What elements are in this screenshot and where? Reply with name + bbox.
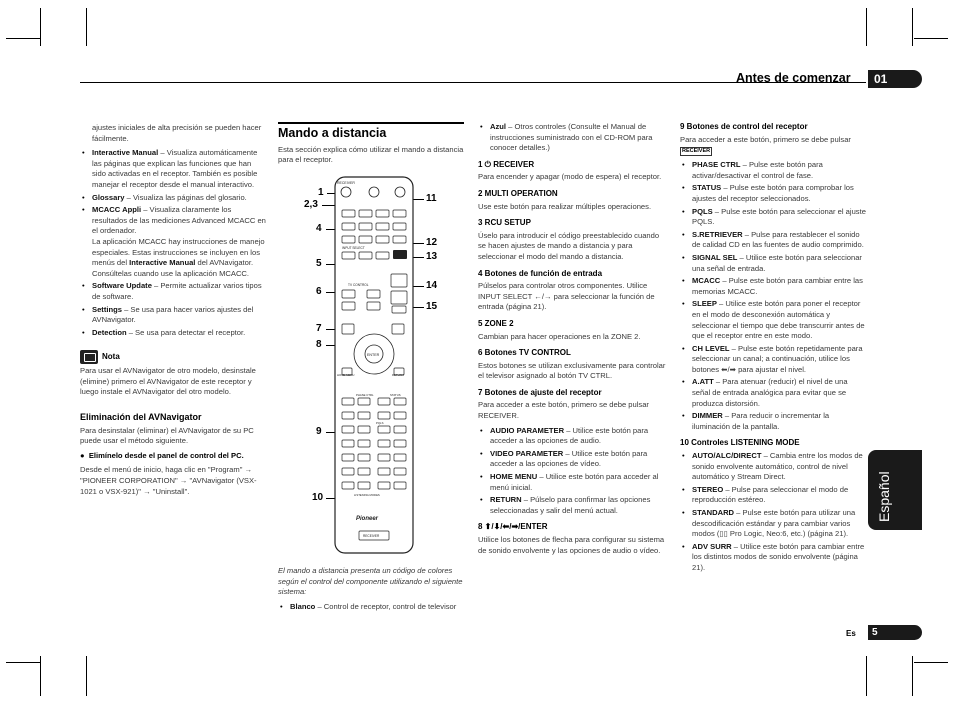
note-icon — [80, 350, 98, 364]
section-heading: 4 Botones de función de entrada — [478, 268, 603, 278]
column-3 — [478, 122, 666, 560]
section-heading: 2 MULTI OPERATION — [478, 188, 558, 198]
callout-label: 12 — [426, 237, 438, 248]
remote-label: PQLS — [376, 421, 384, 425]
remote-label: STATUS — [390, 393, 401, 397]
remote-label: LISTENING MODES — [354, 493, 380, 497]
color-code-section — [278, 566, 466, 616]
elimination-heading: Eliminación del AVNavigator — [80, 412, 202, 423]
crop-mark — [914, 38, 948, 39]
callout-label: 6 — [316, 286, 322, 297]
section-heading: 3 RCU SETUP — [478, 218, 531, 228]
section-body: Estos botones se utilizan exclusivamente para controlar el televisor asignado al botón TV CTRL. — [478, 360, 666, 381]
section-body: Para acceder a este botón, primero se debe pulsar RECEIVER. — [478, 400, 649, 421]
color-code-text: El mando a distancia presenta un código de colores según el control del componente utilizando el siguiente sistema: — [278, 566, 463, 597]
crop-mark — [866, 656, 867, 696]
remote-label: INPUT SELECT — [342, 246, 365, 250]
section-body: Púlselos para controlar otros componentes. Utilice INPUT SELECT ←/→ para seleccionar la función de entrada (página 21). — [478, 281, 655, 312]
section-title: Antes de comenzar — [736, 71, 851, 85]
avnavigator-list — [80, 148, 266, 338]
list-item: • MCACC Appli – Visualiza claramente los resultados de las mediciones Advanced MCACC en el ordenador. La aplicación MCACC hay instrucciones de manejo especiales. Estas instrucciones se incluyen en los menús del Interactive Manual del AVNavigator. Consúltelas cuando use la aplicación MCACC. — [80, 205, 266, 279]
crop-mark — [86, 656, 87, 696]
brand-logo: Pioneer — [356, 516, 379, 522]
footer-lang: Es — [846, 629, 856, 638]
callout-label: 10 — [312, 492, 324, 503]
section-heading: 6 Botones TV CONTROL — [478, 348, 571, 358]
list-item: • PHASE CTRL – Pulse este botón para activar/desactivar el control de fase. — [680, 160, 866, 181]
crop-mark — [40, 8, 41, 46]
elimination-steps: Desde el menú de inicio, haga clic en "Program" → "PIONEER CORPORATION" → "AVNavigator (VSX-1021 o VSX-921)" → "Uninstall". — [80, 465, 257, 496]
callout-label: 11 — [426, 193, 437, 204]
remote-label: TV CONTROL — [348, 283, 369, 287]
callout-label: 5 — [316, 258, 322, 269]
callout-label: 9 — [316, 426, 322, 437]
note-heading: Nota — [80, 350, 266, 364]
crop-mark — [914, 662, 948, 663]
callout-label: 7 — [316, 323, 322, 334]
column-4 — [680, 122, 866, 578]
list-item: • Interactive Manual – Visualiza automáticamente las páginas que explican las funciones que han sido activadas en el receptor. También es posible manejar el receptor desde el manual interactivo. — [80, 148, 266, 190]
remote-label: PHASE CTRL — [356, 393, 374, 397]
list-item: • Software Update – Permite actualizar varios tipos de software. — [80, 281, 266, 302]
section-heading: 1 ⏻ RECEIVER — [478, 159, 535, 169]
note-text: Para usar el AVNavigator de otro modelo, desinstale (elimine) primero el AVNavigator de este receptor y luego instale el AVNavigator del otro modelo. — [80, 366, 256, 397]
list-item: • VIDEO PARAMETER – Utilice este botón para acceder a las opciones de vídeo. — [478, 449, 666, 470]
list-item: • SIGNAL SEL – Utilice este botón para seleccionar una señal de entrada. — [680, 253, 866, 274]
section-heading: 5 ZONE 2 — [478, 318, 514, 328]
remote-label: ENTER — [367, 353, 380, 357]
section-heading: 8 ⬆/⬇/⬅/➡/ENTER — [478, 522, 548, 532]
list-item: • Settings – Se usa para hacer varios ajustes del AVNavigator. — [80, 305, 266, 326]
chapter-badge: 01 — [868, 70, 922, 88]
elimination-text: Para desinstalar (eliminar) el AVNavigator de su PC puede usar el método siguiente. — [80, 425, 254, 446]
page-number: 5 — [868, 625, 922, 640]
column-2 — [278, 128, 466, 170]
section-heading: 10 Controles LISTENING MODE — [680, 438, 800, 448]
callout-label: 14 — [426, 280, 438, 291]
language-label: Español — [876, 471, 892, 522]
list-item: • Blanco – Control de receptor, control de televisor — [278, 602, 466, 613]
remote-label: RECEIVER — [337, 181, 355, 185]
section-heading: 9 Botones de control del receptor — [680, 122, 808, 131]
section-body: Para encender y apagar (modo de espera) el receptor. — [478, 172, 662, 182]
crop-mark — [40, 656, 41, 696]
list-item: • S.RETRIEVER – Pulse para restablecer el sonido de calidad CD en las fuentes de audio comprimido. — [680, 230, 866, 251]
elimination-subhead: ● Elimínelo desde el panel de control del PC. — [80, 450, 244, 460]
list-item: • Azul – Otros controles (Consulte el Manual de instrucciones suministrado con el CD-ROM para conocer detalles.) — [478, 122, 666, 154]
callout-label: 13 — [426, 251, 438, 262]
list-item: • STANDARD – Pulse este botón para utilizar una descodificación estándar y para cambiar varios modos (▯▯ Pro Logic, Neo:6, etc.) (página 21). — [680, 508, 866, 540]
section-body: Cambian para hacer operaciones en la ZONE 2. — [478, 331, 641, 341]
page-title: Mando a distancia — [278, 126, 387, 140]
column-1 — [80, 123, 266, 501]
callout-label: 8 — [316, 339, 322, 350]
callout-label: 15 — [426, 301, 438, 312]
callout-label: 4 — [316, 223, 322, 234]
list-item: • STATUS – Pulse este botón para comprobar los ajustes del receptor seleccionados. — [680, 183, 866, 204]
section-body: Úselo para introducir el código preestablecido cuando se hacen ajustes de mando a distancia y para seleccionar el modo del mando a distancia. — [478, 230, 660, 261]
list-item: • SLEEP – Utilice este botón para poner el receptor en el modo de desconexión automática y seleccionar el tiempo que debe transcurrir antes de que el receptor entre en este modo. — [680, 299, 866, 341]
list-item: • ADV SURR – Utilice este botón para cambiar entre los distintos modos de sonido envolvente (página 21). — [680, 542, 866, 574]
list-item: • Glossary – Visualiza las páginas del glosario. — [80, 193, 266, 204]
crop-mark — [912, 656, 913, 696]
list-item: • Detection – Se usa para detectar el receptor. — [80, 328, 266, 339]
section-heading: 7 Botones de ajuste del receptor — [478, 387, 602, 397]
section-body: Use este botón para realizar múltiples operaciones. — [478, 201, 652, 211]
list-item: • HOME MENU – Utilice este botón para acceder al menú inicial. — [478, 472, 666, 493]
crop-mark — [6, 38, 40, 39]
list-item: • PQLS – Pulse este botón para seleccionar el ajuste PQLS. — [680, 207, 866, 228]
remote-control-illustration — [334, 176, 414, 556]
crop-mark — [912, 8, 913, 46]
remote-intro: Esta sección explica cómo utilizar el mando a distancia para el receptor. — [278, 144, 464, 165]
list-item: • AUTO/ALC/DIRECT – Cambia entre los modos de sonido envolvente automático, control de nivel automático y Stream Direct. — [680, 451, 866, 483]
callout-label: 1 — [318, 187, 324, 198]
section-rule — [278, 122, 464, 124]
list-item: • DIMMER – Para reducir o incrementar la iluminación de la pantalla. — [680, 411, 866, 432]
list-item: • STEREO – Pulse para seleccionar el modo de reproducción estéreo. — [680, 485, 866, 506]
section-body: Utilice los botones de flecha para configurar su sistema de sonido envolvente y las opciones de audio o vídeo. — [478, 535, 665, 555]
list-item: • RETURN – Púlselo para confirmar las opciones seleccionadas y salir del menú actual. — [478, 495, 666, 516]
remote-label: RETURN — [392, 373, 404, 377]
remote-label: RECEIVER — [363, 534, 380, 538]
list-item: • MCACC – Pulse este botón para cambiar entre las memorias MCACC. — [680, 276, 866, 297]
receiver-tag: RECEIVER — [682, 148, 711, 155]
intro-tail: ajustes iniciales de alta precisión se pueden hacer fácilmente. — [92, 123, 262, 143]
crop-mark — [866, 8, 867, 46]
crop-mark — [86, 8, 87, 46]
list-item: • AUDIO PARAMETER – Utilice este botón para acceder a las opciones de audio. — [478, 426, 666, 447]
callout-label: 2,3 — [304, 199, 318, 210]
list-item: • A.ATT – Para atenuar (reducir) el nivel de una señal de entrada analógica para evitar que se produzca distorsión. — [680, 377, 866, 409]
language-tab — [868, 450, 922, 530]
remote-label: HOME MENU — [337, 373, 355, 377]
crop-mark — [6, 662, 40, 663]
section-body: Para acceder a este botón, primero se debe pulsar RECEIVER — [680, 134, 851, 155]
list-item: • CH LEVEL – Pulse este botón repetidamente para seleccionar un canal; a continuación, utilice los botones ⬅/➡ para ajustar el nivel. — [680, 344, 866, 376]
